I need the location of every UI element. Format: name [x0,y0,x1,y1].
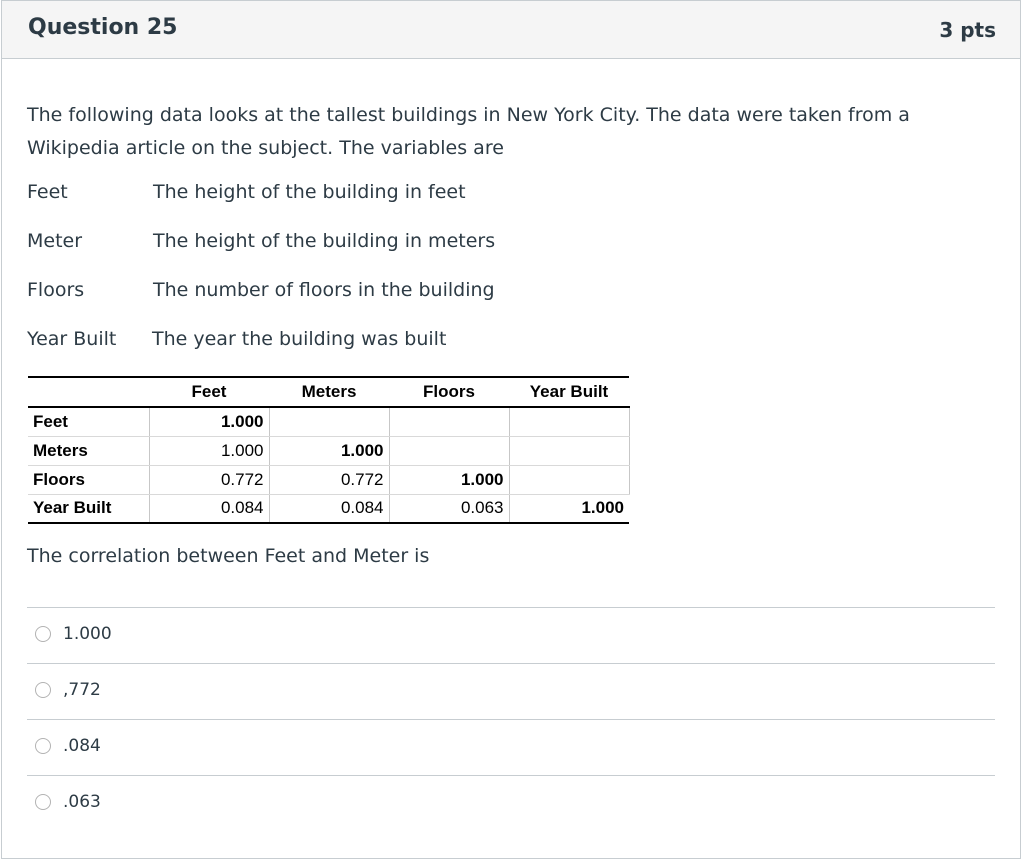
radio-button[interactable] [35,738,51,754]
table-row [28,407,629,436]
question-header [2,1,1020,59]
table-cell [389,407,509,436]
table-cell: 0.063 [389,494,509,523]
variable-name: Floors [27,279,85,301]
radio-button[interactable] [35,794,51,810]
column-header: Year Built [509,377,629,407]
table-cell [269,407,389,436]
question-points: 3 pts [939,18,996,42]
table-cell: 0.084 [149,494,269,523]
variable-list [27,181,727,377]
variable-name: Year Built [27,328,117,350]
table-cell: 1.000 [509,494,629,523]
table-cell: 0.084 [269,494,389,523]
variable-row [27,279,727,328]
table-cell [389,436,509,465]
variable-description: The number of floors in the building [153,279,495,301]
row-label: Meters [28,436,149,465]
table-cell [509,465,629,494]
answer-option[interactable] [27,663,995,719]
row-label: Feet [28,407,149,436]
variable-description: The height of the building in meters [153,230,496,252]
column-header: Meters [269,377,389,407]
question-prompt: The correlation between Feet and Meter is [27,545,430,567]
variable-description: The year the building was built [152,328,447,350]
table-corner [28,377,149,407]
table-row [28,494,629,523]
table-cell [509,407,629,436]
table-cell: 0.772 [269,465,389,494]
table-row [28,436,629,465]
column-header: Feet [149,377,269,407]
table-row [28,465,629,494]
variable-name: Feet [27,181,68,203]
answer-label[interactable]: .084 [63,736,101,756]
table-cell: 1.000 [149,436,269,465]
answer-list [27,607,995,831]
variable-row [27,181,727,230]
radio-button[interactable] [35,682,51,698]
row-label: Year Built [28,494,149,523]
table-cell: 0.772 [149,465,269,494]
row-label: Floors [28,465,149,494]
answer-option[interactable] [27,719,995,775]
radio-button[interactable] [35,626,51,642]
answer-label[interactable]: ,772 [63,680,101,700]
answer-label[interactable]: .063 [63,792,101,812]
table-header-row [28,377,629,407]
table-cell [509,436,629,465]
table-cell: 1.000 [149,407,269,436]
variable-description: The height of the building in feet [153,181,466,203]
variable-row [27,230,727,279]
table-cell: 1.000 [269,436,389,465]
answer-option[interactable] [27,607,995,663]
question-title: Question 25 [28,15,178,40]
question-intro: The following data looks at the tallest buildings in New York City. The data were taken from a Wikipedia article on the subject. The variables are [27,104,910,159]
column-header: Floors [389,377,509,407]
variable-row [27,328,727,377]
correlation-table [28,376,630,524]
variable-name: Meter [27,230,83,252]
answer-option[interactable] [27,775,995,831]
table-cell: 1.000 [389,465,509,494]
answer-label[interactable]: 1.000 [63,624,112,644]
